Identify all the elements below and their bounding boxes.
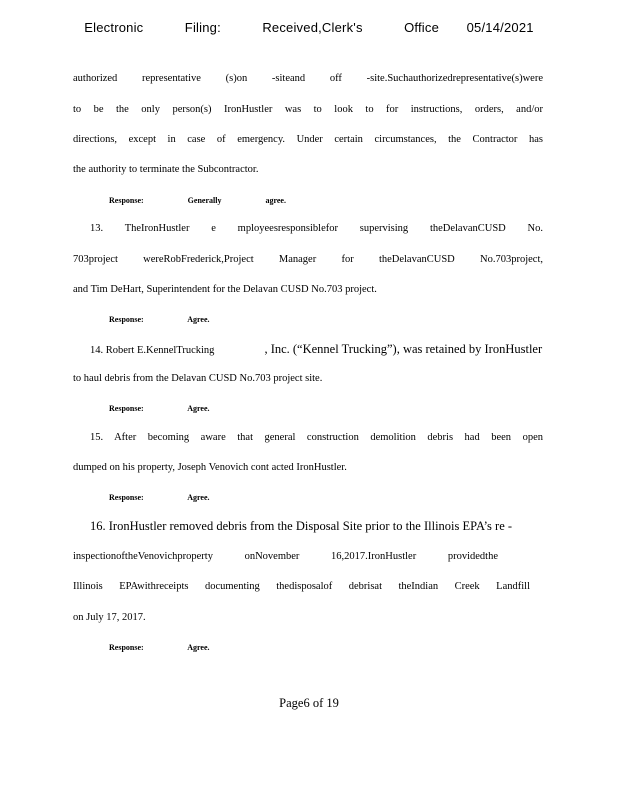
paragraph-line: and Tim DeHart, Superintendent for the Delavan CUSD No.703 project. xyxy=(73,284,377,295)
page-number: Page6 of 19 xyxy=(279,696,339,710)
paragraph-line: 16. IronHustler removed debris from the Disposal Site prior to the Illinois EPA’s re - xyxy=(90,519,513,533)
paragraph-line: authorized representative (s)on -siteand off -site.Suchauthorizedrepresentative(s)were xyxy=(73,73,543,84)
response-label: Response: Generally agree. xyxy=(109,196,286,205)
response-label: Response: Agree. xyxy=(109,643,210,652)
paragraph-line: on July 17, 2017. xyxy=(73,612,146,623)
response-label: Response: Agree. xyxy=(109,404,210,413)
paragraph-line: directions, except in case of emergency. Under certain circumstances, the Contractor has xyxy=(73,134,543,145)
response-label: Response: Agree. xyxy=(109,315,210,324)
paragraph-line: inspectionoftheVenovichproperty onNovember 16,2017.IronHustler providedthe xyxy=(73,551,498,562)
paragraph-text: , Inc. (“Kennel Trucking”), was retained by IronHustler xyxy=(264,342,543,356)
paragraph-line: to be the only person(s) IronHustler was to look to for instructions, orders, and/or xyxy=(73,104,543,115)
paragraph-line: 703project wereRobFrederick,Project Manager for theDelavanCUSD No.703project, xyxy=(73,254,543,265)
paragraph-line: to haul debris from the Delavan CUSD No.703 project site. xyxy=(73,373,323,384)
paragraph-line xyxy=(90,342,542,357)
paragraph-line: Illinois EPAwithreceipts documenting thedisposalof debrisat theIndian Creek Landfill xyxy=(73,581,530,592)
filing-header: Electronic Filing: Received,Clerk's Office 05/14/2021 xyxy=(84,20,534,35)
paragraph-line: the authority to terminate the Subcontractor. xyxy=(73,164,259,175)
paragraph-text: 14. Robert E.KennelTrucking xyxy=(90,345,215,356)
response-label: Response: Agree. xyxy=(109,493,210,502)
paragraph-line: dumped on his property, Joseph Venovich cont acted IronHustler. xyxy=(73,462,347,473)
paragraph-line: 15. After becoming aware that general construction demolition debris had been open xyxy=(90,432,543,443)
paragraph-line: 13. TheIronHustler e mployeesresponsiblefor supervising theDelavanCUSD No. xyxy=(90,223,543,234)
